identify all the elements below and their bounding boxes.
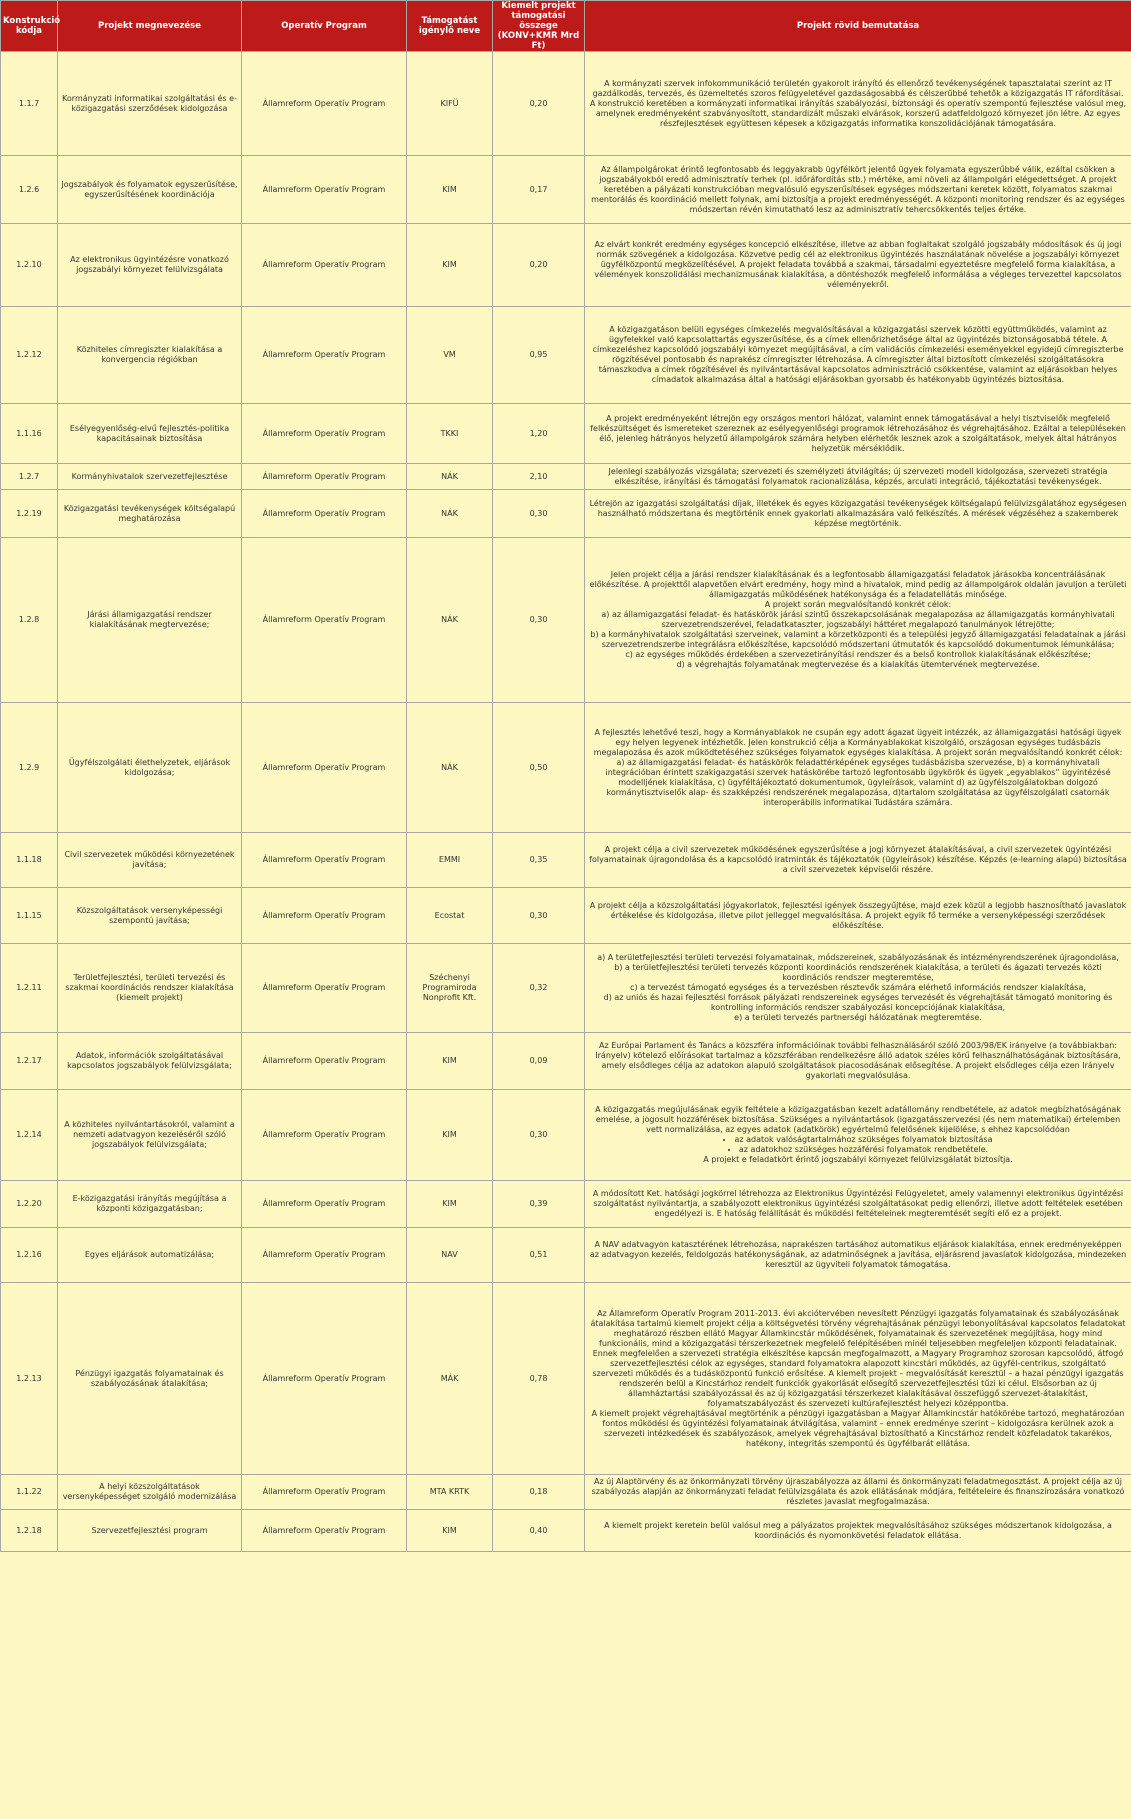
description-paragraph: A kormányzati szervek infokommunikáció területén gyakorolt irányító és ellenőrző tevékenységének tapasztalatai szerint az IT gazdálkodás, tervezés, és üzemeltetés szoros felügyeletével gazdaságosabbá és célszerűbbé tehetők a közigazgatás IT ráfordításai. — [592, 78, 1124, 98]
table-row — [1, 1510, 1131, 1552]
description-paragraph: A projekt eredményeként létrejön egy országos mentori hálózat, valamint ennek támogatásával a helyi tisztviselők megfelelő felkészültséget és ismereteket szereznek az esélyegyenlőségi programok létrehozásához és végrehajtásához. Ezáltal a településeken élő, jelenleg hátrányos helyzetű állampolgárok számára helyben elérhetők lesznek azok a szolgáltatások, melyek által hátrányos helyzetük mérséklődik. — [590, 413, 1126, 453]
row-amount: 0,30 — [493, 490, 585, 538]
row-applicant: NÁK — [407, 464, 493, 490]
row-project-name: Közigazgatási tevékenységek költségalapú meghatározása — [58, 490, 242, 538]
row-program: Államreform Operatív Program — [242, 464, 407, 490]
description-paragraph: A kiemelt projekt végrehajtásával megtörténik a pénzügyi igazgatásban a Magyar Államkincstár hatókörébe tartozó, meghatározóan fontos működési és ügyintézési folyamatainak átvilágítása, valamint – ennek eredménye szerint – kidolgozásra kerülnek azok a szervezeti intézkedések és szabályozások, amelyek végrehajtásával biztosítható a Kincstárhoz rendelt közfeladatok takarékos, hatékony, integritás szempontú és ügyfélbarát ellátása. — [591, 1408, 1125, 1448]
table-row — [1, 1475, 1131, 1510]
row-amount: 0,17 — [493, 156, 585, 224]
row-description — [585, 307, 1131, 404]
row-applicant: KIFÜ — [407, 52, 493, 156]
description-paragraph: Az új Alaptörvény és az önkormányzati törvény újraszabályozza az állami és önkormányzati feladatmegosztást. A projekt célja az új szabályozás alapján az önkormányzati feladat felülvizsgálata és azok ellátásának módjára, feltételeire és finanszírozására vonatkozó részletes javaslat megfogalmazása. — [591, 1477, 1125, 1506]
row-description — [585, 1181, 1131, 1228]
row-amount: 0,30 — [493, 538, 585, 703]
table-row — [1, 888, 1131, 944]
row-description — [585, 1033, 1131, 1090]
row-code: 1.2.11 — [1, 944, 58, 1033]
row-project-name: Járási államigazgatási rendszer kialakításának megtervezése; — [58, 538, 242, 703]
row-code: 1.2.19 — [1, 490, 58, 538]
row-code: 1.2.20 — [1, 1181, 58, 1228]
row-code: 1.2.17 — [1, 1033, 58, 1090]
header-code: Konstrukció kódja — [1, 1, 58, 52]
row-amount: 0,09 — [493, 1033, 585, 1090]
description-paragraph: A fejlesztés lehetővé teszi, hogy a Kormányablakok ne csupán egy adott ágazat ügyeit intézzék, az államigazgatási hatósági ügyek egy helyen legyenek intézhetők. Jelen konstrukció célja a Kormányablakokat kiszolgáló, országosan egységes tudásbázis megalapozása és azok működtetéséhez szükséges folyamatok egységes kialakítása. A projekt során megvalósítandó konkrét célok: a) az államigazgatási feladat- és hatáskörök feladattérképének egységes tudásbázisba szervezése, b) a kormányhivatali integrációban érintett szakigazgatási szervek hatáskörébe tartozó legfontosabb ügykörök és ügyek „egyablakos” ügyintézésé modelljének kialakítása, c) ügyféltájékoztató dokumentumok, ügyleírások, valamint d) az ügyfélszolgálatokban dolgozó kormánytisztviselők alap- és szakképzési rendszerének megalapozása, d)tartalom szolgáltatása az ügyfélszolgálati csatornák interoperábilis informatikai Tudástára számára. — [593, 727, 1123, 807]
row-project-name: Az elektronikus ügyintézésre vonatkozó jogszabályi környezet felülvizsgálata — [58, 224, 242, 307]
row-program: Államreform Operatív Program — [242, 1181, 407, 1228]
table-row — [1, 224, 1131, 307]
row-code: 1.2.8 — [1, 538, 58, 703]
row-description — [585, 464, 1131, 490]
row-applicant: NÁK — [407, 538, 493, 703]
description-paragraph: Jelenlegi szabályozás vizsgálata; szervezeti és személyzeti átvilágítás; új szervezeti modell kidolgozása, szervezeti stratégia elkészítése, irányítási és támogatási folyamatok racionalizálása, képzés, arculati integráció, tájékoztatási tevékenységek. — [608, 466, 1108, 486]
row-code: 1.1.18 — [1, 833, 58, 888]
description-paragraph: Jelen projekt célja a járási rendszer kialakításának és a legfontosabb államigazgatási feladatok járásokba koncentrálásának előkészítése. A projekttől alapvetően elvárt eredmény, hogy mind a hivatalok, mind pedig az állampolgárok oldalán javuljon a területi államigazgatás működésének hatékonysága és a feladatellátás minősége. — [589, 570, 1127, 599]
description-paragraph: c) az egységes működés érdekében a szervezetirányítási rendszer és a belső kontrollok kialakításának előkészítése; — [625, 650, 1091, 659]
description-paragraph: Az állampolgárokat érintő legfontosabb és leggyakrabb ügyfélkört jelentő ügyek folyamata egyszerűbbé válik, ezáltal csökken a jogszabályokból eredő adminisztratív terhek (pl. időráfordítás stb.) mértéke, ami növeli az állampolgári elégedettséget. A projekt keretében a pályázati konstrukcióban megvalósuló egyszerűsítések egységes módszertani keretek között, folyamatos szakmai mentorálás és koordináció mellett folynak, ami biztosítja a projekt eredményességét. A központi monitoring rendszer és az egységes módszertan révén kimutatható lesz az adminisztratív tehercsökkentés teljes értéke. — [591, 164, 1125, 214]
description-paragraph: A NAV adatvagyon katasztérének létrehozása, naprakészen tartásához automatikus eljárások kialakítása, ennek eredményeképpen az adatvagyon kezelés, feldolgozás hatékonyságának, az adatminőségnek a javítása, eljárásrend javaslatok kidolgozása, mindezeken keresztül az ügyviteli folyamatok támogatása. — [589, 1240, 1127, 1269]
description-bullets — [589, 1135, 1127, 1155]
row-code: 1.2.13 — [1, 1283, 58, 1475]
row-amount: 0,20 — [493, 52, 585, 156]
row-project-name: Közhiteles címregiszter kialakítása a konvergencia régiókban — [58, 307, 242, 404]
row-project-name: Civil szervezetek működési környezetének javítása; — [58, 833, 242, 888]
row-code: 1.2.16 — [1, 1228, 58, 1283]
description-paragraph: a) A területfejlesztési területi tervezési folyamatainak, módszereinek, szabályozásának és intézményrendszerének újragondolása, — [597, 953, 1119, 962]
row-project-name: Adatok, információk szolgáltatásával kapcsolatos jogszabályok felülvizsgálata; — [58, 1033, 242, 1090]
row-applicant: KIM — [407, 224, 493, 307]
row-applicant: KIM — [407, 1181, 493, 1228]
row-program: Államreform Operatív Program — [242, 1475, 407, 1510]
header-description: Projekt rövid bemutatása — [585, 1, 1131, 52]
row-program: Államreform Operatív Program — [242, 1033, 407, 1090]
table-row — [1, 490, 1131, 538]
row-code: 1.1.16 — [1, 404, 58, 464]
row-amount: 0,30 — [493, 1090, 585, 1181]
description-paragraph: b) a területfejlesztési területi tervezés központi koordinációs rendszerének kialakítása, a területi és ágazati tervezés közti koordinációs rendszer megteremtése, — [614, 963, 1102, 982]
row-code: 1.1.7 — [1, 52, 58, 156]
table-row — [1, 1090, 1131, 1181]
row-amount: 0,39 — [493, 1181, 585, 1228]
row-description — [585, 490, 1131, 538]
description-paragraph: d) az uniós és hazai fejlesztési források pályázati rendszereinek egységes tervezését és végrehajtását támogató monitoring és kontrolling információs rendszer szabályozási koncepciójának kialakítása, — [603, 993, 1113, 1012]
row-program: Államreform Operatív Program — [242, 307, 407, 404]
description-paragraph: Létrejön az igazgatási szolgáltatási díjak, illetékek és egyes közigazgatási tevékenységek költségalapú felülvizsgálatához egységesen használható módszertana és megtörténik ennek gyakorlati alkalmazására való felkészítés. A mérések végzéséhez a szakemberek képzése megtörténik. — [589, 498, 1127, 528]
row-amount: 0,51 — [493, 1228, 585, 1283]
table-row — [1, 52, 1131, 156]
table-row — [1, 703, 1131, 833]
row-applicant: NAV — [407, 1228, 493, 1283]
row-applicant: NÁK — [407, 703, 493, 833]
row-project-name: Kormányzati informatikai szolgáltatási és e-közigazgatási szerződések kidolgozása — [58, 52, 242, 156]
row-project-name: Területfejlesztési, területi tervezési és szakmai koordinációs rendszer kialakítása (kiemelt projekt) — [58, 944, 242, 1033]
description-paragraph: A projekt során megvalósítandó konkrét célok: — [764, 600, 952, 609]
row-code: 1.2.18 — [1, 1510, 58, 1552]
row-description — [585, 1228, 1131, 1283]
row-program: Államreform Operatív Program — [242, 703, 407, 833]
row-amount: 0,40 — [493, 1510, 585, 1552]
description-paragraph: A módosított Ket. hatósági jogkörrel létrehozza az Elektronikus Ügyintézési Felügyeletet, amely valamennyi elektronikus ügyintézési szolgáltatást nyilvántartja, a szabályozott elektronikus ügyintézési szolgáltatásokat pedig ellenőrzi, illetve adott feltételek esetében engedélyezi is. E hatóság felállítását és működési feltételeinek megteremtését segíti elő ez a projekt. — [592, 1189, 1124, 1218]
row-applicant: VM — [407, 307, 493, 404]
row-description — [585, 538, 1131, 703]
row-program: Államreform Operatív Program — [242, 833, 407, 888]
row-applicant: KIM — [407, 1033, 493, 1090]
row-code: 1.2.14 — [1, 1090, 58, 1181]
description-paragraph: c) a tervezést támogató egységes és a tervezésben résztevők számára elérhető információs rendszer kialakítása, — [630, 983, 1086, 992]
description-paragraph: a) az államigazgatási feladat- és hatáskörök járási szintű összekapcsolásának megalapozása az államigazgatás kormányhivatali szervezetrendszerével, feladatkataszter, jogszabályi háttéret megalapozó tanulmányok létrejötte; — [601, 610, 1115, 629]
row-project-name: Ügyfélszolgálati élethelyzetek, eljárások kidolgozása; — [58, 703, 242, 833]
row-program: Államreform Operatív Program — [242, 1510, 407, 1552]
table-row — [1, 1181, 1131, 1228]
row-description — [585, 1090, 1131, 1181]
table-row — [1, 464, 1131, 490]
row-program: Államreform Operatív Program — [242, 888, 407, 944]
row-amount: 0,30 — [493, 888, 585, 944]
row-amount: 0,95 — [493, 307, 585, 404]
row-description — [585, 1475, 1131, 1510]
row-program: Államreform Operatív Program — [242, 490, 407, 538]
header-name: Projekt megnevezése — [58, 1, 242, 52]
row-description — [585, 224, 1131, 307]
row-amount: 0,35 — [493, 833, 585, 888]
description-paragraph: A közigazgatáson belüli egységes címkezelés megvalósításával a közigazgatási szervek közötti együttműködés, valamint az ügyfelekkel való kapcsolattartás egyszerűsítése, és a címek ellenőrizhetősége által az ügyintézés biztonságosabbá tétele. A címkezeléshez kapcsolódó jogszabályi környezet megújításával, a cím validációs címkezelési eseményekkel egyidejű címregiszterbe rögzítésével pontosabb és naprakész címregiszter létrehozása. A címregiszter által biztosított címkezelési szolgáltatásokra támaszkodva a címek rögzítésével és nyilvántartásával kapcsolatos adminisztráció csökkentése, valamint az eljárásokban helyes címadatok alkalmazása által a hatósági eljárásokban gyorsabb és hatékonyabb ügyintézés biztosítása. — [592, 325, 1124, 384]
row-program: Államreform Operatív Program — [242, 944, 407, 1033]
row-code: 1.2.10 — [1, 224, 58, 307]
row-description — [585, 404, 1131, 464]
description-paragraph: A közigazgatás megújulásának egyik feltétele a közigazgatásban kezelt adatállomány rendbetétele, az adatok megbízhatóságának emelése, a jogosult hozzáférések biztosítása. Szükséges a nyilvántartások (igazgatásszervezési (és nem matematikai) értelemben vett normalizálása, az egyes adatok (adatkörök) egyértelmű felelősének kijelölése, s ehhez kapcsolódóan — [595, 1105, 1121, 1134]
bullet-item: • az adatokhoz szükséges hozzáférési folyamatok rendbetétele. — [589, 1145, 1127, 1155]
row-description — [585, 1283, 1131, 1475]
header-applicant: Támogatást igénylő neve — [407, 1, 493, 52]
table-row — [1, 538, 1131, 703]
row-project-name: Egyes eljárások automatizálása; — [58, 1228, 242, 1283]
table-row — [1, 1228, 1131, 1283]
table-row — [1, 307, 1131, 404]
row-program: Államreform Operatív Program — [242, 404, 407, 464]
description-paragraph: A projekt célja a közszolgáltatási jógyakorlatok, fejlesztési igények összegyűjtése, majd ezek közül a legjobb hasznosítható javaslatok értékelése és kidolgozása, illetve pilot jelleggel megvalósítása. A projekt egyik fő terméke a versenyképességi szerződések előkészítése. — [589, 900, 1127, 930]
row-project-name: Pénzügyi igazgatás folyamatainak és szabályozásának átalakítása; — [58, 1283, 242, 1475]
row-project-name: A helyi közszolgáltatások versenyképességet szolgáló modernizálása — [58, 1475, 242, 1510]
row-description — [585, 1510, 1131, 1552]
table-row — [1, 404, 1131, 464]
row-applicant: Ecostat — [407, 888, 493, 944]
row-applicant: KIM — [407, 156, 493, 224]
row-program: Államreform Operatív Program — [242, 1228, 407, 1283]
row-amount: 0,32 — [493, 944, 585, 1033]
row-code: 1.2.12 — [1, 307, 58, 404]
row-applicant: KIM — [407, 1090, 493, 1181]
row-applicant: MTA KRTK — [407, 1475, 493, 1510]
row-program: Államreform Operatív Program — [242, 1090, 407, 1181]
table-row — [1, 833, 1131, 888]
row-code: 1.2.6 — [1, 156, 58, 224]
description-paragraph: A projekt e feladatkört érintő jogszabályi környezet felülvizsgálatát biztosítja. — [703, 1155, 1013, 1164]
row-program: Államreform Operatív Program — [242, 224, 407, 307]
row-project-name: Közszolgáltatások versenyképességi szempontú javítása; — [58, 888, 242, 944]
row-applicant: MÁK — [407, 1283, 493, 1475]
description-paragraph: b) a kormányhivatalok szolgáltatási szerveinek, valamint a körzetközponti és a települési jegyző államigazgatási feladatainak a járási szervezetrendszerbe integrálásra előkészítése, kapcsolódó módszertani útmutatók és kapcsolódó dokumentumok lémunkálása; — [590, 630, 1126, 649]
row-project-name: Jogszabályok és folyamatok egyszerűsítése, egyszerűsítésének koordinációja — [58, 156, 242, 224]
header-row — [1, 1, 1131, 52]
description-paragraph: Az Államreform Operatív Program 2011-2013. évi akciótervében nevesített Pénzügyi igazgatás folyamatainak és szabályozásának átalakítása tartalmú kiemelt projekt célja a költségvetési törvény végrehajtásának pénzügyi lebonyolításával kapcsolatos feladatokat meghatározó részben ellátó Magyar Államkincstár működésének, folyamatainak és szervezetének megújítása, hogy mind funkcionális, mind a közigazgatási térszerkezetnek megfelelő felépítésében minél teljesebben megfeleljen központi feladatainak. Ennek megfelelően a szervezeti stratégia elkészítése kapcsán megfogalmazott, a Magyary Programhoz szorosan kapcsolódó, átfogó szervezetfejlesztési célok az egységes, standard folyamatokra alapozott kincstári működés, az ügyfél-centrikus, szolgáltató szervezeti működés és a tudásközpontú funkció erősítése. A kiemelt projekt – megvalósítását keresztül – a hazai pénzügyi igazgatás rendszerén belül a Kincstárhoz rendelt funkciók gyakorlását elősegítő szervezetfejlesztési tűzi ki célul. Elsősorban az új államháztartási szabályozással és az új közigazgatási térszerkezet kialakításával összefüggő szervezet-átalakítást, folyamatszabályozást és szervezeti kultúrafejlesztést helyezi középpontba. — [590, 1308, 1126, 1408]
row-code: 1.2.9 — [1, 703, 58, 833]
row-project-name: A közhiteles nyilvántartásokról, valamint a nemzeti adatvagyon kezeléséről szóló jogszabályok felülvizsgálata; — [58, 1090, 242, 1181]
row-code: 1.1.22 — [1, 1475, 58, 1510]
row-description — [585, 52, 1131, 156]
description-paragraph: A projekt célja a civil szervezetek működésének egyszerűsítése a jogi környezet átalakításával, a civil szervezetek ügyintézési folyamatainak újragondolása és a kapcsolódó iratminták és tájékoztatók (ügyleírások) készítése. Képzés (e-learning alapú) biztosítása a civil szervezetek képviselői részére. — [589, 845, 1127, 874]
row-applicant: KIM — [407, 1510, 493, 1552]
row-amount: 2,10 — [493, 464, 585, 490]
description-paragraph: A konstrukció keretében a kormányzati informatikai irányítás szabályozási, biztonsági és operatív szempontú fejlesztése valósul meg, amelynek eredményeként szabványosított, standardizált műszaki elvárások, korszerű adatfeldolgozó környezet jön létre. Az egyes részfejlesztések együttesen képesek a közigazgatás informatika konszolidációjának támogatására. — [589, 98, 1127, 128]
row-applicant: TKKI — [407, 404, 493, 464]
table-row — [1, 944, 1131, 1033]
header-program: Operatív Program — [242, 1, 407, 52]
row-applicant: EMMI — [407, 833, 493, 888]
row-description — [585, 703, 1131, 833]
description-paragraph: d) a végrehajtás folyamatának megtervezése és a kialakítás ütemtervének megtervezése. — [676, 660, 1040, 669]
row-applicant: NÁK — [407, 490, 493, 538]
description-paragraph: e) a területi tervezés partnerségi hálózatának megteremtése. — [734, 1013, 982, 1022]
table-row — [1, 1033, 1131, 1090]
row-project-name: Kormányhivatalok szervezetfejlesztése — [58, 464, 242, 490]
row-description — [585, 944, 1131, 1033]
row-project-name: E-közigazgatási irányítás megújítása a központi közigazgatásban; — [58, 1181, 242, 1228]
table-row — [1, 1283, 1131, 1475]
row-amount: 0,20 — [493, 224, 585, 307]
row-program: Államreform Operatív Program — [242, 52, 407, 156]
row-code: 1.1.15 — [1, 888, 58, 944]
row-description — [585, 833, 1131, 888]
row-program: Államreform Operatív Program — [242, 156, 407, 224]
bullet-item: • az adatok valóságtartalmához szükséges folyamatok biztosítása — [589, 1135, 1127, 1145]
table-row — [1, 156, 1131, 224]
row-code: 1.2.7 — [1, 464, 58, 490]
row-applicant: Széchenyi Programiroda Nonprofit Kft. — [407, 944, 493, 1033]
row-amount: 0,78 — [493, 1283, 585, 1475]
row-project-name: Szervezetfejlesztési program — [58, 1510, 242, 1552]
row-amount: 0,50 — [493, 703, 585, 833]
row-amount: 1,20 — [493, 404, 585, 464]
description-paragraph: Az elvárt konkrét eredmény egységes koncepció elkészítése, illetve az abban foglaltakat szolgáló jogszabály módosítások és új jogi normák szövegének a kidolgozása. Közvetve pedig cél az elektronikus ügyintézés használatának növelése a jogszabályi környezet ügyfélközpontú megközelítésével. A projekt feladata továbbá a szakmai, társadalmi egyeztetésre megfelelő forma kialakítása, a vélemények konszolidálási mechanizmusának kialakítása, a döntéshozók megfelelő informálása a végleges tervezettel kapcsolatos véleményekről. — [594, 240, 1122, 289]
row-program: Államreform Operatív Program — [242, 538, 407, 703]
row-program: Államreform Operatív Program — [242, 1283, 407, 1475]
row-description — [585, 888, 1131, 944]
description-paragraph: A kiemelt projekt keretein belül valósul meg a pályázatos projektek megvalósításához szükséges módszertanok kidolgozása, a koordinációs és nyomonkövetési feladatok ellátása. — [604, 1520, 1112, 1540]
row-project-name: Esélyegyenlőség-elvű fejlesztés-politika kapacitásainak biztosítása — [58, 404, 242, 464]
description-paragraph: Az Európai Parlament és Tanács a közszféra információinak további felhasználásáról szóló 2003/98/EK irányelve (a továbbiakban: Irányelv) kötelező előírásokat tartalmaz a közszférában rendelkezésre álló adatok széles körű felhasználhatóságának biztosítására, amely elsődleges célja az adatokon alapuló szolgáltatások piacosodásának elősegítése. A projekt elsődleges célja ezen Irányelv gyakorlati megvalósulása. — [595, 1041, 1121, 1080]
row-description — [585, 156, 1131, 224]
header-amount: Kiemelt projekt támogatási összege (KONV+KMR Mrd Ft) — [493, 1, 585, 52]
row-amount: 0,18 — [493, 1475, 585, 1510]
